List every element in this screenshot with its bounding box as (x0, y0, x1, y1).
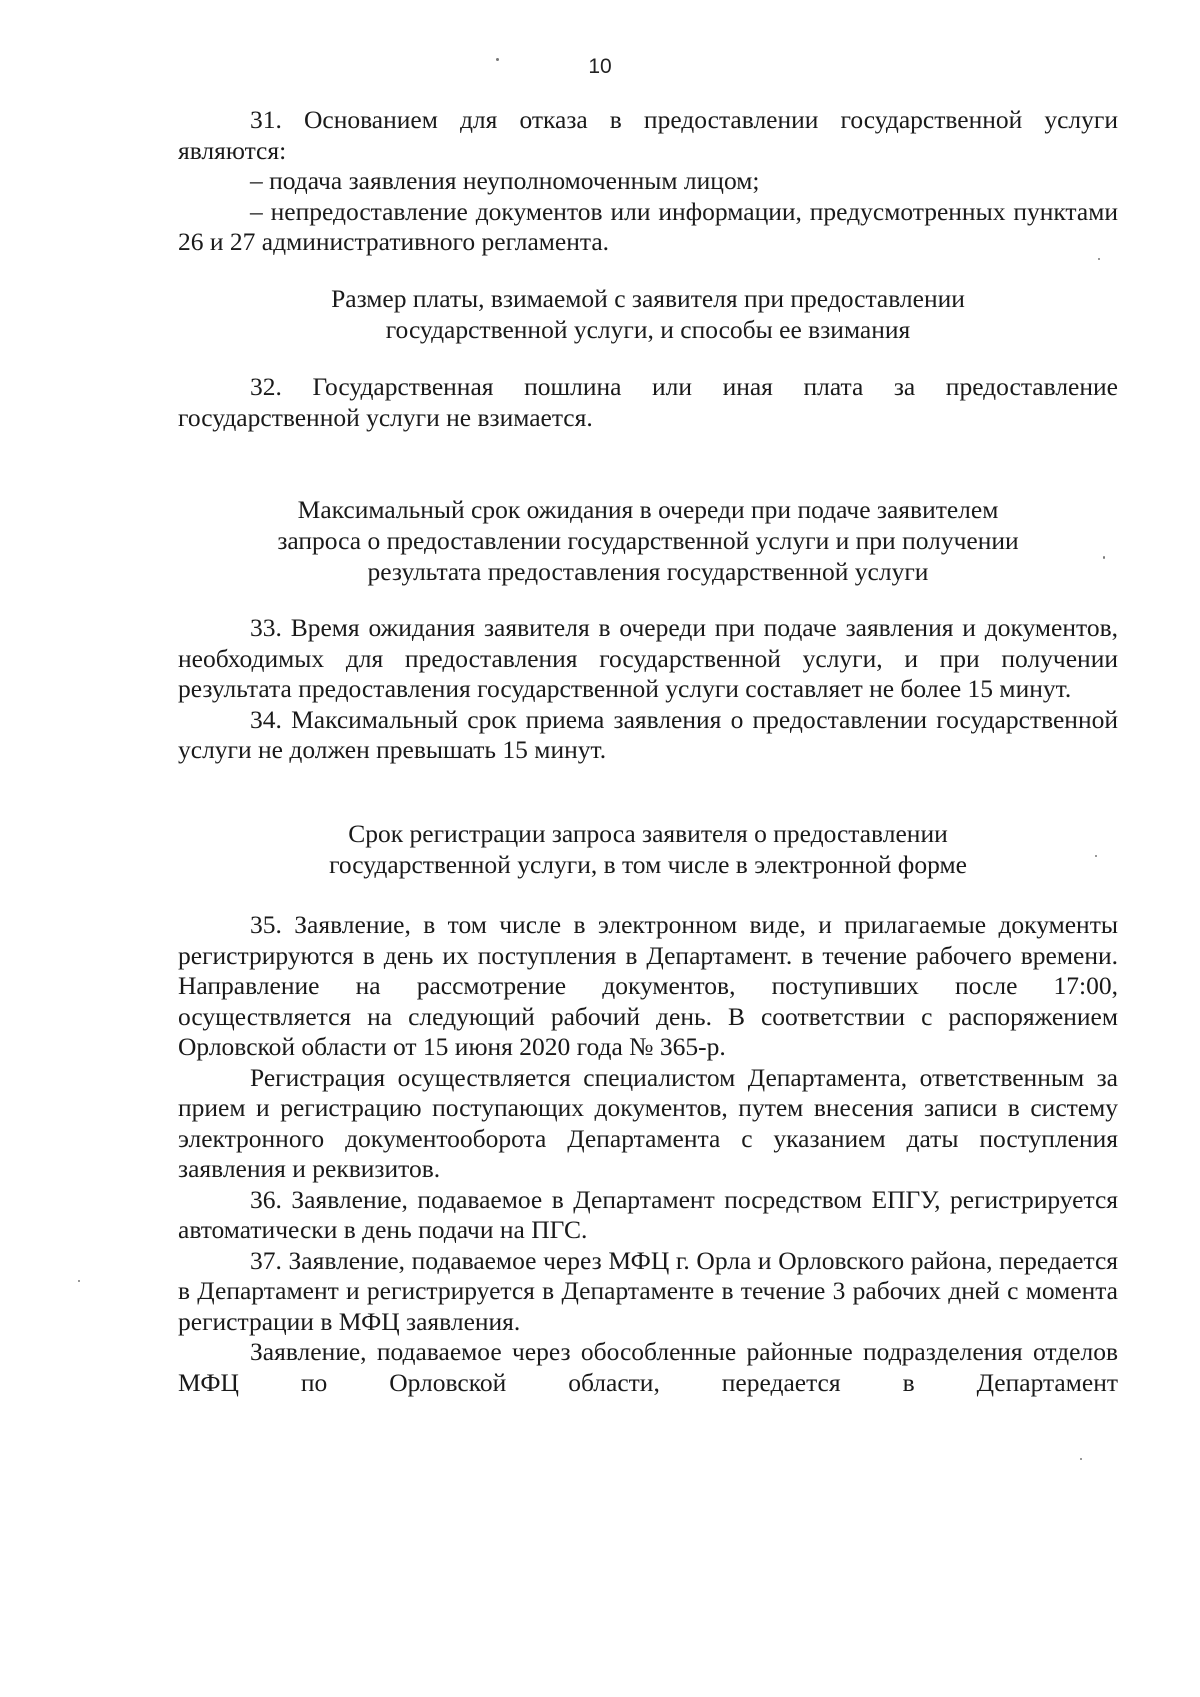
paragraph-37: 37. Заявление, подаваемое через МФЦ г. Орла и Орловского района, передается в Департамент и регистрируется в Департаменте в течение 3 рабочих дней с момента регистрации в МФЦ заявления. (178, 1245, 1118, 1336)
heading-line: Размер платы, взимаемой с заявителя при предоставлении (331, 284, 965, 313)
paragraph-34: 34. Максимальный срок приема заявления о предоставлении государственной услуги не должен превышать 15 минут. (178, 704, 1118, 764)
paragraph-35: 35. Заявление, в том числе в электронном виде, и прилагаемые документы регистрируются в день их поступления в Департамент. в течение рабочего времени. Направление на рассмотрение документов, поступивших после 17:00, осуществляется на следующий рабочий день. В соответствии с распоряжением Орловской области от 15 июня 2020 года № 365-р. (178, 910, 1118, 1061)
section-heading-registration (178, 818, 1118, 880)
heading-line: Максимальный срок ожидания в очереди при подаче заявителем (297, 495, 999, 524)
heading-line: результата предоставления государственной услуги (367, 557, 929, 586)
scan-speck (496, 58, 499, 61)
scan-speck (1095, 855, 1097, 857)
paragraph-31: 31. Основанием для отказа в предоставлении государственной услуги являются: (178, 105, 1118, 165)
section-heading-fee (178, 283, 1118, 345)
paragraph-36: 36. Заявление, подаваемое в Департамент посредством ЕПГУ, регистрируется автоматически в день подачи на ПГС. (178, 1184, 1118, 1244)
paragraph-37-district: Заявление, подаваемое через обособленные районные подразделения отделов МФЦ по Орловской области, передается в Департамент (178, 1337, 1118, 1397)
page-number: 10 (588, 55, 612, 78)
paragraph-33: 33. Время ожидания заявителя в очереди при подаче заявления и документов, необходимых для предоставления государственной услуги, и при получении результата предоставления государственной услуги составляет не более 15 минут. (178, 613, 1118, 703)
paragraph-35-registration: Регистрация осуществляется специалистом Департамента, ответственным за прием и регистрацию поступающих документов, путем внесения записи в систему электронного документооборота Департамента с указанием даты поступления заявления и реквизитов. (178, 1062, 1118, 1183)
section-heading-queue (178, 494, 1118, 587)
paragraph-31-item-2: – непредоставление документов или информации, предусмотренных пунктами 26 и 27 административного регламента. (178, 196, 1118, 256)
heading-line: запроса о предоставлении государственной услуги и при получении (277, 526, 1019, 555)
paragraph-31-item-1: – подача заявления неуполномоченным лицом; (250, 166, 760, 195)
section-refusal-grounds (178, 105, 1118, 258)
scan-speck (1103, 556, 1105, 559)
scan-speck (78, 1280, 80, 1282)
section-fee (178, 372, 1118, 433)
paragraph-32: 32. Государственная пошлина или иная плата за предоставление государственной услуги не взимается. (178, 372, 1118, 432)
heading-line: государственной услуги, и способы ее взимания (385, 315, 911, 344)
section-queue (178, 613, 1118, 766)
heading-line: государственной услуги, в том числе в электронной форме (329, 850, 967, 879)
section-registration (178, 910, 1118, 1398)
scan-speck (1080, 1458, 1082, 1460)
heading-line: Срок регистрации запроса заявителя о предоставлении (348, 819, 948, 848)
scan-speck (1098, 258, 1100, 260)
